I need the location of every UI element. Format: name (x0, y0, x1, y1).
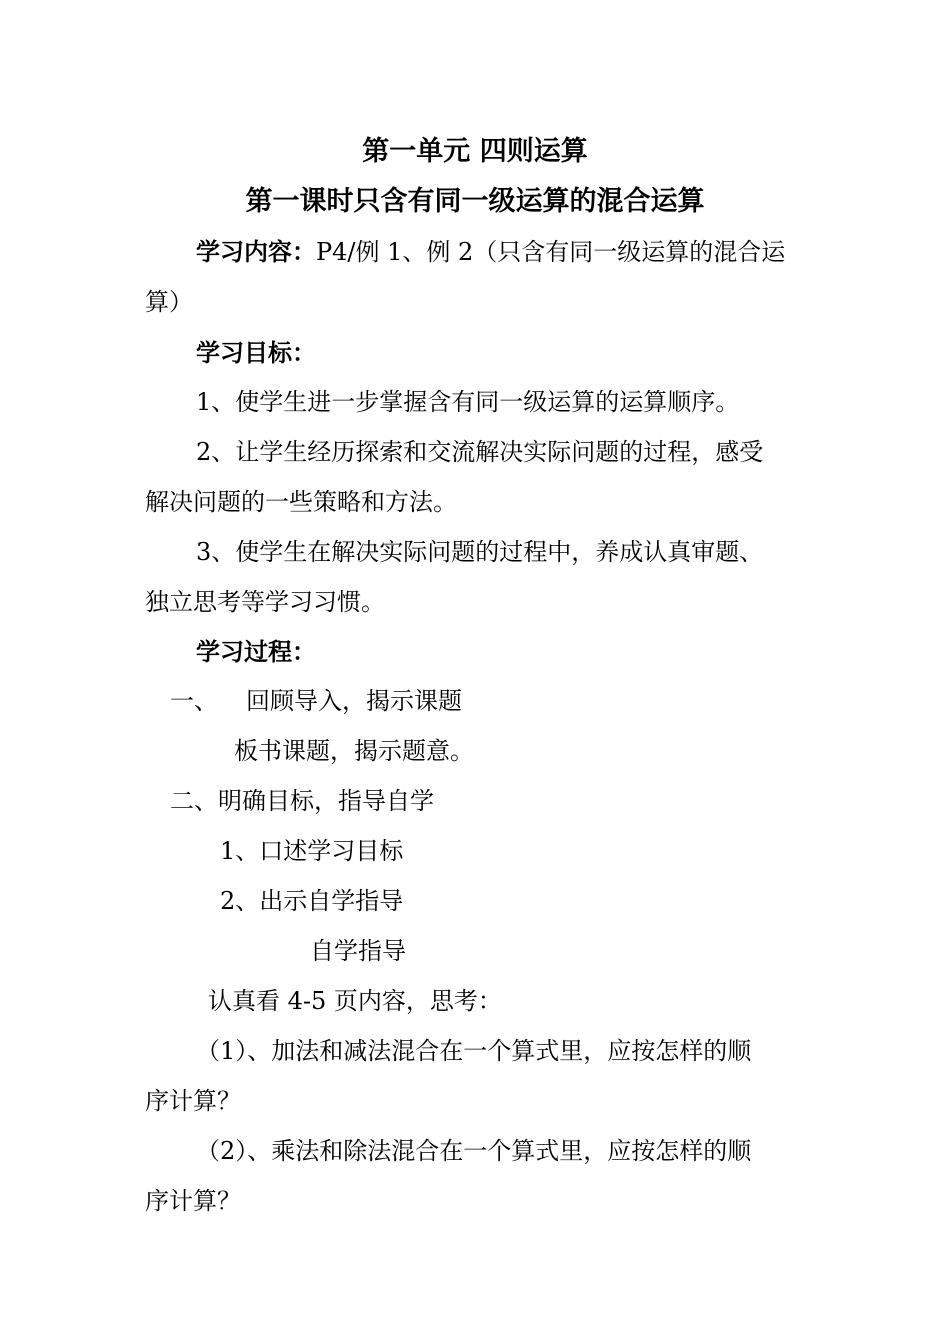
question-2-line-2: 序计算？ (145, 1187, 241, 1215)
section-1-title: 回顾导入，揭示课题 (246, 687, 462, 715)
content-continuation: 算） (145, 288, 193, 316)
goal-1: 1、使学生进一步掌握含有同一级运算的运算顺序。 (196, 388, 740, 416)
guide-intro: 认真看 4-5 页内容，思考： (208, 987, 502, 1015)
process-heading: 学习过程： (196, 638, 316, 666)
section-1-number: 一、 (170, 687, 218, 715)
section-1-detail: 板书课题，揭示题意。 (234, 737, 474, 765)
section-2-item-1: 1、口述学习目标 (220, 837, 404, 865)
goal-3-line-1: 3、使学生在解决实际问题的过程中，养成认真审题、 (196, 538, 764, 566)
question-1-line-2: 序计算？ (145, 1087, 241, 1115)
guide-title: 自学指导 (310, 937, 406, 965)
question-2-line-1: （2）、乘法和除法混合在一个算式里，应按怎样的顺 (196, 1137, 752, 1165)
page-title: 第一单元 四则运算 (362, 136, 588, 167)
question-1-line-1: （1）、加法和减法混合在一个算式里，应按怎样的顺 (196, 1037, 752, 1065)
content-line (196, 236, 785, 268)
goal-3-line-2: 独立思考等学习习惯。 (145, 588, 385, 616)
goal-2-line-1: 2、让学生经历探索和交流解决实际问题的过程，感受 (196, 438, 764, 466)
content-label: 学习内容： (196, 238, 316, 266)
section-2-title: 二、明确目标，指导自学 (170, 787, 434, 815)
goal-2-line-2: 解决问题的一些策略和方法。 (145, 488, 457, 516)
page-subtitle: 第一课时只含有同一级运算的混合运算 (245, 186, 705, 217)
goals-heading: 学习目标： (196, 339, 316, 367)
content-text: P4/例 1、例 2（只含有同一级运算的混合运 (316, 238, 786, 266)
section-2-item-2: 2、出示自学指导 (220, 887, 404, 915)
